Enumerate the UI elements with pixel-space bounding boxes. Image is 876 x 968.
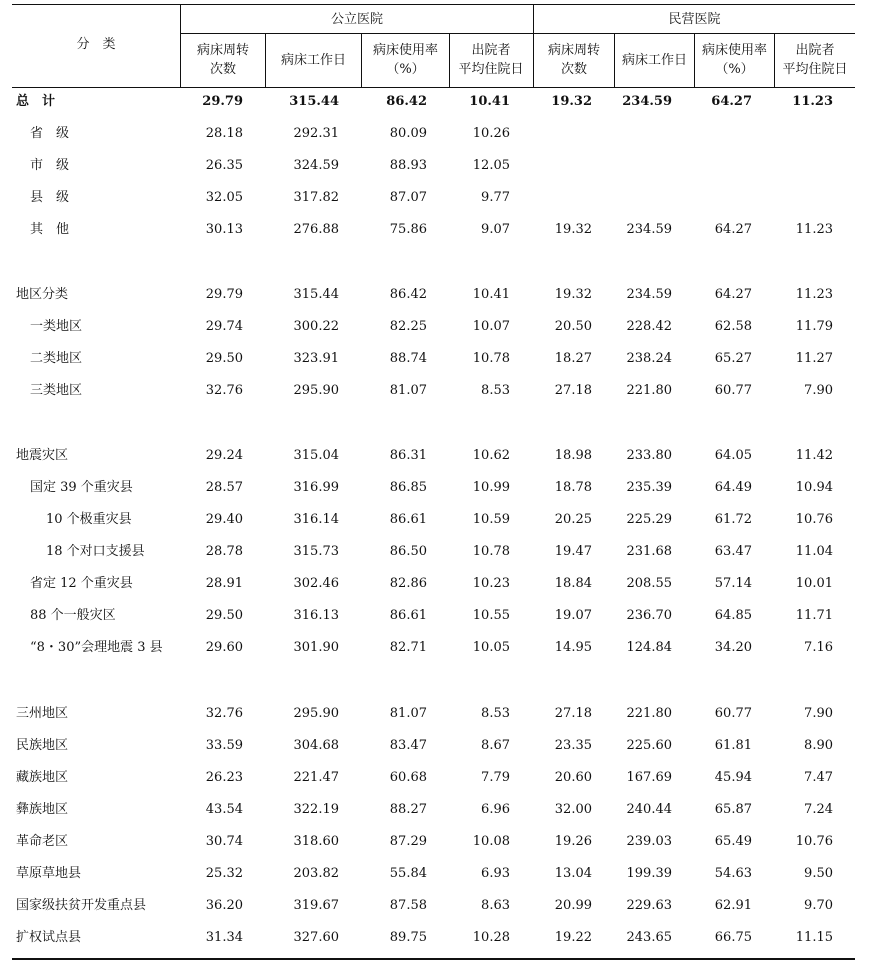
table-cell: 9.07 [481,222,510,237]
table-cell: 10.99 [472,480,510,495]
row-label: 彝族地区 [16,802,69,817]
table-cell: 20.60 [554,770,592,785]
table-cell: 6.96 [481,802,510,817]
column-header-line: 次数 [209,62,236,77]
table-cell: 8.53 [481,383,510,398]
table-cell: 316.13 [293,608,339,623]
table-cell: 221.47 [293,770,339,785]
table-cell: 23.35 [554,738,592,753]
table-cell: 9.50 [804,866,833,881]
table-cell: 10.28 [472,930,510,945]
table-cell: 82.86 [389,576,427,591]
table-cell: 234.59 [622,94,672,109]
category-header: 分 类 [76,37,116,52]
table-cell: 8.90 [804,738,833,753]
table-cell: 301.90 [293,640,339,655]
table-cell: 225.29 [626,512,672,527]
table-cell: 86.85 [389,480,427,495]
table-cell: 13.04 [554,866,592,881]
row-label: 10 个极重灾县 [46,512,132,527]
table-cell: 61.81 [714,738,752,753]
table-cell: 75.86 [389,222,427,237]
table-cell: 33.59 [205,738,243,753]
table-cell: 10.41 [472,287,510,302]
row-label: 总 计 [16,94,56,109]
table-cell: 30.13 [205,222,243,237]
table-cell: 10.01 [795,576,833,591]
table-cell: 29.74 [205,319,243,334]
table-cell: 19.07 [554,608,592,623]
table-cell: 29.79 [202,94,243,109]
row-label: 国定 39 个重灾县 [30,480,133,495]
table-cell: 64.85 [714,608,752,623]
table-cell: 327.60 [293,930,339,945]
table-cell: 45.94 [714,770,752,785]
table-cell: 28.78 [205,544,243,559]
table-cell: 7.16 [804,640,833,655]
table-cell: 234.59 [626,287,672,302]
table-cell: 8.63 [481,898,510,913]
table-cell: 65.27 [714,351,752,366]
column-header [362,41,449,79]
table-cell: 225.60 [626,738,672,753]
table-cell: 10.41 [469,94,510,109]
row-label: 国家级扶贫开发重点县 [16,898,147,913]
private-hospital-header: 民营医院 [668,12,721,27]
table-cell: 6.93 [481,866,510,881]
table-cell: 28.57 [205,480,243,495]
table-cell: 27.18 [554,706,592,721]
table-cell: 9.70 [804,898,833,913]
table-cell: 32.76 [205,383,243,398]
table-cell: 88.27 [389,802,427,817]
table-cell: 11.71 [795,608,833,623]
table-cell: 231.68 [626,544,672,559]
table-cell: 86.50 [389,544,427,559]
table-cell: 11.27 [795,351,833,366]
table-cell: 60.68 [389,770,427,785]
row-label: 地震灾区 [16,448,69,463]
table-cell: 10.78 [472,351,510,366]
table-cell: 243.65 [626,930,672,945]
table-cell: 54.63 [714,866,752,881]
table-cell: 316.99 [293,480,339,495]
column-header-line: 平均住院日 [458,62,524,77]
column-header-line: 病床周转 [196,43,249,58]
table-cell: 295.90 [293,706,339,721]
table-cell: 199.39 [626,866,672,881]
table-cell: 238.24 [626,351,672,366]
table-cell: 28.91 [205,576,243,591]
row-label: 地区分类 [16,287,69,302]
table-cell: 7.90 [804,383,833,398]
table-cell: 10.62 [472,448,510,463]
column-header-line: 平均住院日 [782,62,848,77]
table-cell: 276.88 [293,222,339,237]
table-cell: 240.44 [626,802,672,817]
table-cell: 9.77 [481,190,510,205]
table-cell: 10.07 [472,319,510,334]
table-cell: 221.80 [626,706,672,721]
table-cell: 57.14 [714,576,752,591]
table-cell: 20.25 [554,512,592,527]
table-cell: 236.70 [626,608,672,623]
table-cell: 62.58 [714,319,752,334]
table-cell: 87.29 [389,834,427,849]
table-cell: 292.31 [293,126,339,141]
row-label: 草原草地县 [16,866,82,881]
table-cell: 81.07 [389,706,427,721]
column-header [534,41,614,79]
row-label: “8・30”会理地震 3 县 [30,640,163,655]
table-cell: 87.07 [389,190,427,205]
table-cell: 302.46 [293,576,339,591]
row-label: 扩权试点县 [16,930,82,945]
table-cell: 65.49 [714,834,752,849]
table-cell: 29.79 [205,287,243,302]
table-cell: 62.91 [714,898,752,913]
row-label: 革命老区 [16,834,69,849]
row-label: 三类地区 [30,383,83,398]
table-cell: 88.74 [389,351,427,366]
table-cell: 11.23 [795,287,833,302]
table-cell: 81.07 [389,383,427,398]
table-cell: 14.95 [554,640,592,655]
table-cell: 26.23 [205,770,243,785]
table-cell: 324.59 [293,158,339,173]
table-cell: 19.32 [551,94,592,109]
table-cell: 315.44 [293,287,339,302]
table-cell: 29.50 [205,608,243,623]
column-header-line: 次数 [560,62,587,77]
row-label: 藏族地区 [16,770,69,785]
column-header [266,51,361,70]
table-cell: 228.42 [626,319,672,334]
table-cell: 10.94 [795,480,833,495]
column-header-line: 病床使用率 [372,43,438,58]
table-cell: 19.26 [554,834,592,849]
table-cell: 315.44 [289,94,339,109]
table-cell: 86.42 [389,287,427,302]
table-cell: 10.78 [472,544,510,559]
table-cell: 86.42 [386,94,427,109]
table-cell: 18.78 [554,480,592,495]
table-cell: 29.40 [205,512,243,527]
table-cell: 64.27 [711,94,752,109]
table-cell: 208.55 [626,576,672,591]
row-label: 三州地区 [16,706,69,721]
table-cell: 18.98 [554,448,592,463]
table-cell: 234.59 [626,222,672,237]
table-cell: 10.08 [472,834,510,849]
table-cell: 32.00 [554,802,592,817]
table-cell: 60.77 [714,706,752,721]
row-label: 县 级 [30,190,70,205]
column-header [450,41,532,79]
row-label: 市 级 [30,158,70,173]
table-cell: 10.55 [472,608,510,623]
table-cell: 203.82 [293,866,339,881]
bottom-rule [12,958,855,960]
table-cell: 65.87 [714,802,752,817]
row-label: 一类地区 [30,319,83,334]
table-cell: 10.76 [795,512,833,527]
table-cell: 31.34 [205,930,243,945]
table-cell: 11.42 [795,448,833,463]
table-cell: 7.79 [481,770,510,785]
table-cell: 64.05 [714,448,752,463]
table-cell: 18.27 [554,351,592,366]
table-cell: 20.50 [554,319,592,334]
column-header-line: 出院者 [471,43,511,58]
row-label: 其 他 [30,222,70,237]
table-cell: 10.23 [472,576,510,591]
group-header-rule [181,33,855,34]
table-cell: 87.58 [389,898,427,913]
column-header-line: 病床使用率 [701,43,767,58]
column-header-line: 病床周转 [547,43,600,58]
public-hospital-header: 公立医院 [330,12,383,27]
table-cell: 316.14 [293,512,339,527]
table-cell: 61.72 [714,512,752,527]
table-cell: 12.05 [472,158,510,173]
row-label: 二类地区 [30,351,83,366]
table-cell: 25.32 [205,866,243,881]
table-cell: 86.61 [389,512,427,527]
table-cell: 11.23 [795,222,833,237]
table-cell: 167.69 [626,770,672,785]
table-cell: 19.32 [554,222,592,237]
table-cell: 7.24 [804,802,833,817]
table-cell: 19.32 [554,287,592,302]
table-cell: 32.05 [205,190,243,205]
table-cell: 28.18 [205,126,243,141]
row-label: 民族地区 [16,738,69,753]
table-cell: 319.67 [293,898,339,913]
table-cell: 18.84 [554,576,592,591]
table-cell: 83.47 [389,738,427,753]
table-cell: 233.80 [626,448,672,463]
table-cell: 82.25 [389,319,427,334]
table-cell: 20.99 [554,898,592,913]
table-cell: 322.19 [293,802,339,817]
table-cell: 82.71 [389,640,427,655]
table-cell: 86.31 [389,448,427,463]
table-cell: 8.67 [481,738,510,753]
table-cell: 304.68 [293,738,339,753]
table-cell: 64.49 [714,480,752,495]
table-cell: 63.47 [714,544,752,559]
header-bottom-rule [12,87,855,88]
table-cell: 55.84 [389,866,427,881]
column-header-line: （%） [715,62,754,77]
table-cell: 36.20 [205,898,243,913]
table-cell: 11.15 [795,930,833,945]
table-cell: 315.04 [293,448,339,463]
table-cell: 27.18 [554,383,592,398]
top-rule [12,4,855,5]
row-label: 省定 12 个重灾县 [30,576,133,591]
table-cell: 80.09 [389,126,427,141]
column-header-line: 出院者 [795,43,835,58]
table-cell: 11.23 [792,94,833,109]
column-header [615,51,694,70]
table-cell: 7.90 [804,706,833,721]
table-cell: 29.60 [205,640,243,655]
table-cell: 229.63 [626,898,672,913]
table-cell: 32.76 [205,706,243,721]
table-cell: 323.91 [293,351,339,366]
table-cell: 64.27 [714,287,752,302]
column-header [695,41,774,79]
table-cell: 8.53 [481,706,510,721]
table-cell: 30.74 [205,834,243,849]
table-cell: 10.59 [472,512,510,527]
table-cell: 66.75 [714,930,752,945]
table-cell: 318.60 [293,834,339,849]
table-cell: 317.82 [293,190,339,205]
column-header-line: 病床工作日 [621,53,687,68]
table-cell: 60.77 [714,383,752,398]
table-cell: 89.75 [389,930,427,945]
column-header-line: 病床工作日 [280,53,346,68]
table-cell: 315.73 [293,544,339,559]
row-label: 省 级 [30,126,70,141]
table-cell: 295.90 [293,383,339,398]
table-cell: 34.20 [714,640,752,655]
table-cell: 239.03 [626,834,672,849]
table-cell: 10.05 [472,640,510,655]
table-cell: 64.27 [714,222,752,237]
table-cell: 221.80 [626,383,672,398]
table-cell: 124.84 [626,640,672,655]
table-cell: 11.79 [795,319,833,334]
row-label: 88 个一般灾区 [30,608,116,623]
table-cell: 7.47 [804,770,833,785]
table-cell: 86.61 [389,608,427,623]
table-cell: 43.54 [205,802,243,817]
table-cell: 88.93 [389,158,427,173]
column-header [181,41,265,79]
table-cell: 29.50 [205,351,243,366]
column-header-line: （%） [386,62,425,77]
table-cell: 10.76 [795,834,833,849]
table-cell: 10.26 [472,126,510,141]
table-cell: 26.35 [205,158,243,173]
table-cell: 235.39 [626,480,672,495]
table-cell: 19.47 [554,544,592,559]
column-header [775,41,855,79]
table-cell: 29.24 [205,448,243,463]
table-cell: 19.22 [554,930,592,945]
table-cell: 300.22 [293,319,339,334]
table-cell: 11.04 [795,544,833,559]
row-label: 18 个对口支援县 [46,544,145,559]
